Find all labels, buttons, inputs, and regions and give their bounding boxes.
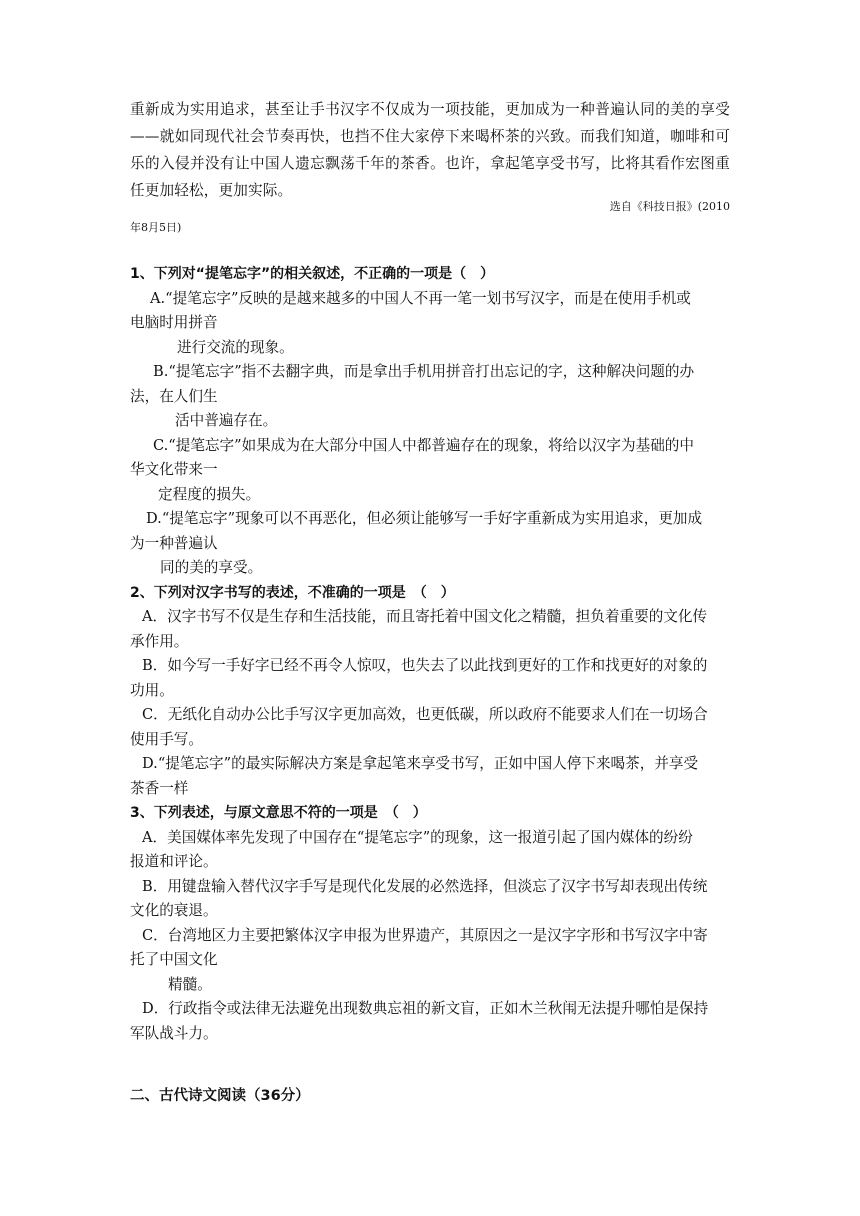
- option-line: 为一种普遍认: [130, 534, 218, 552]
- option-line: 功用。: [130, 681, 174, 699]
- questions-list: [130, 262, 730, 1046]
- option-line: B．用键盘输入替代汉字手写是现代化发展的必然选择，但淡忘了汉字书写却表现出传统: [142, 877, 708, 895]
- option-line: 茶香一样: [130, 779, 189, 797]
- option-c: [130, 703, 730, 752]
- passage-line: 乐的入侵并没有让中国人遗忘飘荡千年的茶香。也许，拿起笔享受书写，比将其看作宏图重: [130, 155, 730, 172]
- option-line: 精髓。: [168, 975, 212, 993]
- passage-line: 重新成为实用追求，甚至让手书汉字不仅成为一项技能，更加成为一种普遍认同的美的享受: [130, 101, 730, 118]
- option-c: [130, 924, 730, 998]
- option-line: C．台湾地区力主要把繁体汉字申报为世界遗产，其原因之一是汉字字形和书写汉字中寄: [142, 926, 708, 944]
- question-2: [130, 581, 730, 802]
- option-line: B．如今写一手好字已经不再令人惊叹，也失去了以此找到更好的工作和找更好的对象的: [142, 657, 708, 674]
- option-line: 使用手写。: [130, 730, 203, 748]
- option-line: 承作用。: [130, 632, 189, 650]
- option-line: B.“提笔忘字”指不去翻字典，而是拿出手机用拼音打出忘记的字，这种解决问题的办: [153, 363, 695, 380]
- option-line: D．行政指令或法律无法避免出现数典忘祖的新文盲，正如木兰秋闱无法提升哪怕是保持: [142, 1000, 709, 1017]
- option-line: D.“提笔忘字”的最实际解决方案是拿起笔来享受书写，正如中国人停下来喝茶，并享受: [142, 755, 699, 772]
- option-line: C．无纸化自动办公比手写汉字更加高效，也更低碳，所以政府不能要求人们在一切场合: [142, 706, 708, 723]
- passage-line: 任更加轻松，更加实际。: [130, 182, 293, 199]
- option-b: [130, 654, 730, 703]
- option-line: 报道和评论。: [130, 853, 218, 870]
- question-1: [130, 262, 730, 581]
- option-line: 军队战斗力。: [130, 1024, 218, 1042]
- option-a: [130, 605, 730, 654]
- option-d: [130, 507, 730, 581]
- option-line: 华文化带来一: [130, 461, 218, 478]
- option-a: [130, 287, 730, 361]
- question-title: 1、下列对“提笔忘字”的相关叙述，不正确的一项是（ ）: [130, 266, 495, 282]
- option-b: [130, 875, 730, 924]
- option-line: 活中普遍存在。: [175, 412, 278, 429]
- source-citation-continued: 年8月5日): [130, 221, 182, 234]
- option-line: A．汉字书写不仅是生存和生活技能，而且寄托着中国文化之精髓，担负着重要的文化传: [142, 608, 708, 625]
- option-line: 进行交流的现象。: [177, 338, 294, 356]
- passage-excerpt: [130, 96, 730, 204]
- option-a: [130, 826, 730, 875]
- question-3: [130, 801, 730, 1046]
- passage-line: ——就如同现代社会节奏再快，也挡不住大家停下来喝杯茶的兴致。而我们知道，咖啡和可: [130, 128, 730, 145]
- option-line: 电脑时用拼音: [130, 314, 218, 331]
- option-line: 定程度的损失。: [158, 485, 261, 503]
- option-line: 同的美的享受。: [160, 559, 263, 576]
- option-line: 法，在人们生: [130, 387, 218, 405]
- source-citation: 选自《科技日报》(2010: [609, 200, 730, 213]
- option-line: D.“提笔忘字”现象可以不再恶化，但必须让能够写一手好字重新成为实用追求，更加成: [146, 510, 703, 527]
- option-line: A.“提笔忘字”反映的是越来越多的中国人不再一笔一划书写汉字，而是在使用手机或: [150, 289, 691, 307]
- option-d: [130, 997, 730, 1046]
- question-title: 2、下列对汉字书写的表述，不准确的一项是 （ ）: [130, 584, 455, 601]
- question-title: 3、下列表述，与原文意思不符的一项是 （ ）: [130, 805, 427, 821]
- option-line: C.“提笔忘字”如果成为在大部分中国人中都普遍存在的现象，将给以汉字为基础的中: [153, 436, 694, 454]
- option-line: A．美国媒体率先发现了中国存在“提笔忘字”的现象，这一报道引起了国内媒体的纷纷: [142, 828, 693, 846]
- section-heading: 二、古代诗文阅读（36分）: [130, 1088, 310, 1104]
- option-line: 托了中国文化: [130, 951, 218, 968]
- option-b: [130, 360, 730, 434]
- option-c: [130, 434, 730, 508]
- option-d: [130, 752, 730, 801]
- option-line: 文化的衰退。: [130, 902, 218, 919]
